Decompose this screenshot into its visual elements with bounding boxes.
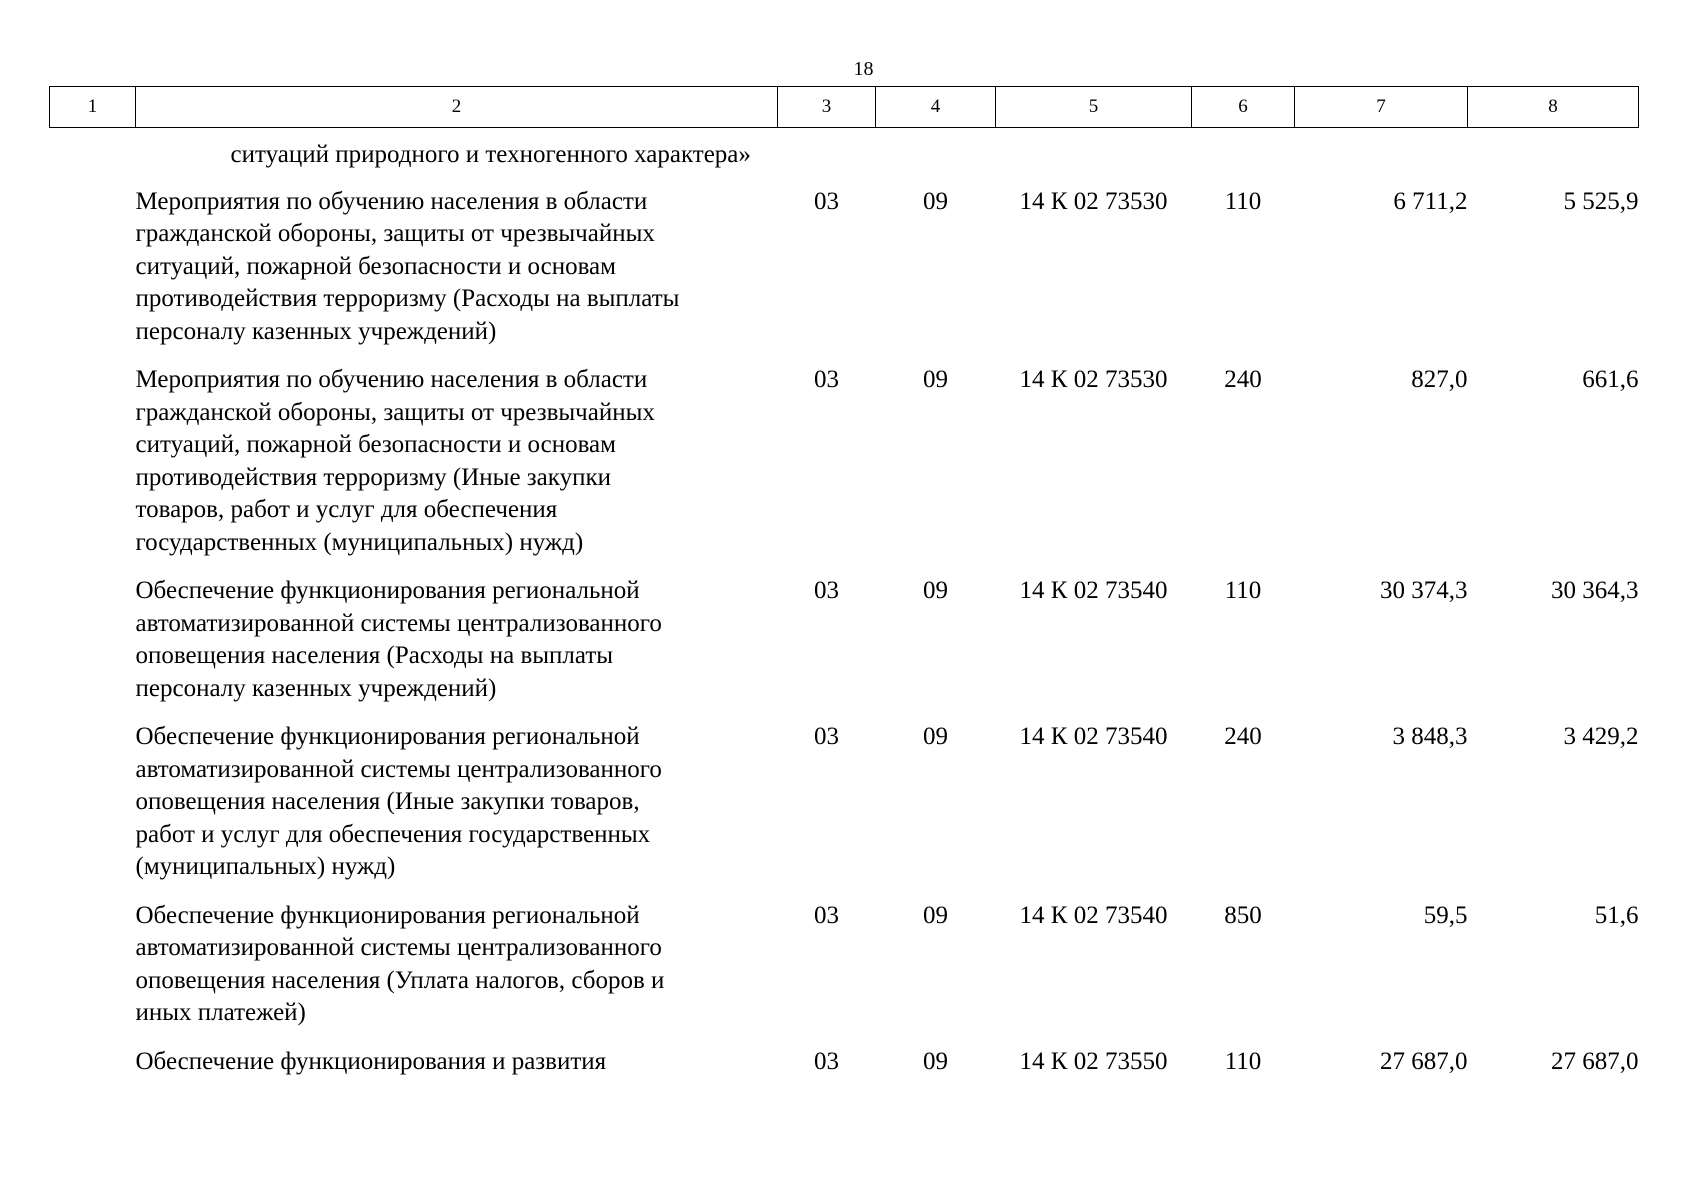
continuation-text: ситуаций природного и техногенного характера» xyxy=(230,141,751,168)
cell-expense-type: 110 xyxy=(1224,187,1262,215)
cell-section: 03 xyxy=(814,187,839,215)
table-row xyxy=(50,364,1639,575)
cell-section: 03 xyxy=(814,577,839,604)
cell-section: 03 xyxy=(814,1047,839,1075)
cell-section: 03 xyxy=(814,723,839,750)
cell-section: 03 xyxy=(814,366,839,393)
column-header: 1 xyxy=(50,87,136,128)
cell-amount-executed: 27 687,0 xyxy=(1551,1047,1639,1075)
column-header: 5 xyxy=(996,87,1192,128)
cell-expense-type: 240 xyxy=(1224,366,1262,393)
column-header: 7 xyxy=(1295,87,1468,128)
page-number: 18 xyxy=(853,58,874,80)
cell-amount-executed: 5 525,9 xyxy=(1563,187,1639,215)
row-description: Обеспечение функционирования региональной автоматизированной системы централизованного оповещения населения (Уплата налогов, сборов и иных платежей) xyxy=(135,901,665,1026)
cell-amount-executed: 30 364,3 xyxy=(1551,577,1639,604)
continuation-row xyxy=(50,128,1639,186)
cell-amount-executed: 3 429,2 xyxy=(1563,723,1639,750)
column-header: 4 xyxy=(876,87,996,128)
cell-subsection: 09 xyxy=(923,577,948,604)
column-header: 3 xyxy=(778,87,876,128)
cell-amount-executed: 51,6 xyxy=(1594,901,1639,929)
table-row xyxy=(50,186,1639,365)
row-description: Мероприятия по обучению населения в области гражданской обороны, защиты от чрезвычайных ситуаций, пожарной безопасности и основам противодействия терроризму (Расходы на выплаты персоналу казенных учреждений) xyxy=(135,187,680,345)
cell-target-article: 14 К 02 73530 xyxy=(1019,366,1168,393)
cell-target-article: 14 К 02 73540 xyxy=(1019,901,1168,929)
cell-target-article: 14 К 02 73530 xyxy=(1019,187,1168,215)
column-header: 8 xyxy=(1468,87,1639,128)
cell-amount-executed: 661,6 xyxy=(1582,366,1639,393)
column-header-row xyxy=(50,87,1639,128)
cell-subsection: 09 xyxy=(923,366,948,393)
table-row xyxy=(50,721,1639,900)
budget-table xyxy=(49,86,1639,1094)
row-description: Обеспечение функционирования региональной автоматизированной системы централизованного оповещения населения (Иные закупки товаров, работ и услуг для обеспечения государственных (муниципальных) нужд) xyxy=(135,723,662,880)
cell-subsection: 09 xyxy=(923,1047,948,1075)
cell-amount-planned: 6 711,2 xyxy=(1393,187,1468,215)
cell-subsection: 09 xyxy=(923,901,948,929)
row-description: Обеспечение функционирования и развития xyxy=(135,1047,607,1075)
table-row xyxy=(50,900,1639,1046)
cell-amount-planned: 827,0 xyxy=(1411,366,1468,393)
cell-amount-planned: 59,5 xyxy=(1423,901,1468,929)
cell-expense-type: 850 xyxy=(1224,901,1262,929)
cell-amount-planned: 3 848,3 xyxy=(1392,723,1468,750)
cell-subsection: 09 xyxy=(923,187,948,215)
row-description: Обеспечение функционирования региональной автоматизированной системы централизованного оповещения населения (Расходы на выплаты персоналу казенных учреждений) xyxy=(135,577,662,702)
cell-expense-type: 240 xyxy=(1224,723,1262,750)
column-header: 6 xyxy=(1192,87,1295,128)
cell-subsection: 09 xyxy=(923,723,948,750)
cell-target-article: 14 К 02 73540 xyxy=(1019,577,1168,604)
cell-target-article: 14 К 02 73540 xyxy=(1019,723,1168,750)
cell-target-article: 14 К 02 73550 xyxy=(1019,1047,1168,1075)
table-row xyxy=(50,1046,1639,1095)
cell-expense-type: 110 xyxy=(1224,577,1262,604)
column-header: 2 xyxy=(136,87,778,128)
cell-amount-planned: 30 374,3 xyxy=(1380,577,1468,604)
table-row xyxy=(50,575,1639,721)
cell-section: 03 xyxy=(814,901,839,929)
row-description: Мероприятия по обучению населения в области гражданской обороны, защиты от чрезвычайных ситуаций, пожарной безопасности и основам противодействия терроризму (Иные закупки товаров, работ и услуг для обеспечения государственных (муниципальных) нужд) xyxy=(135,366,655,556)
cell-amount-planned: 27 687,0 xyxy=(1380,1047,1468,1075)
cell-expense-type: 110 xyxy=(1224,1047,1262,1075)
